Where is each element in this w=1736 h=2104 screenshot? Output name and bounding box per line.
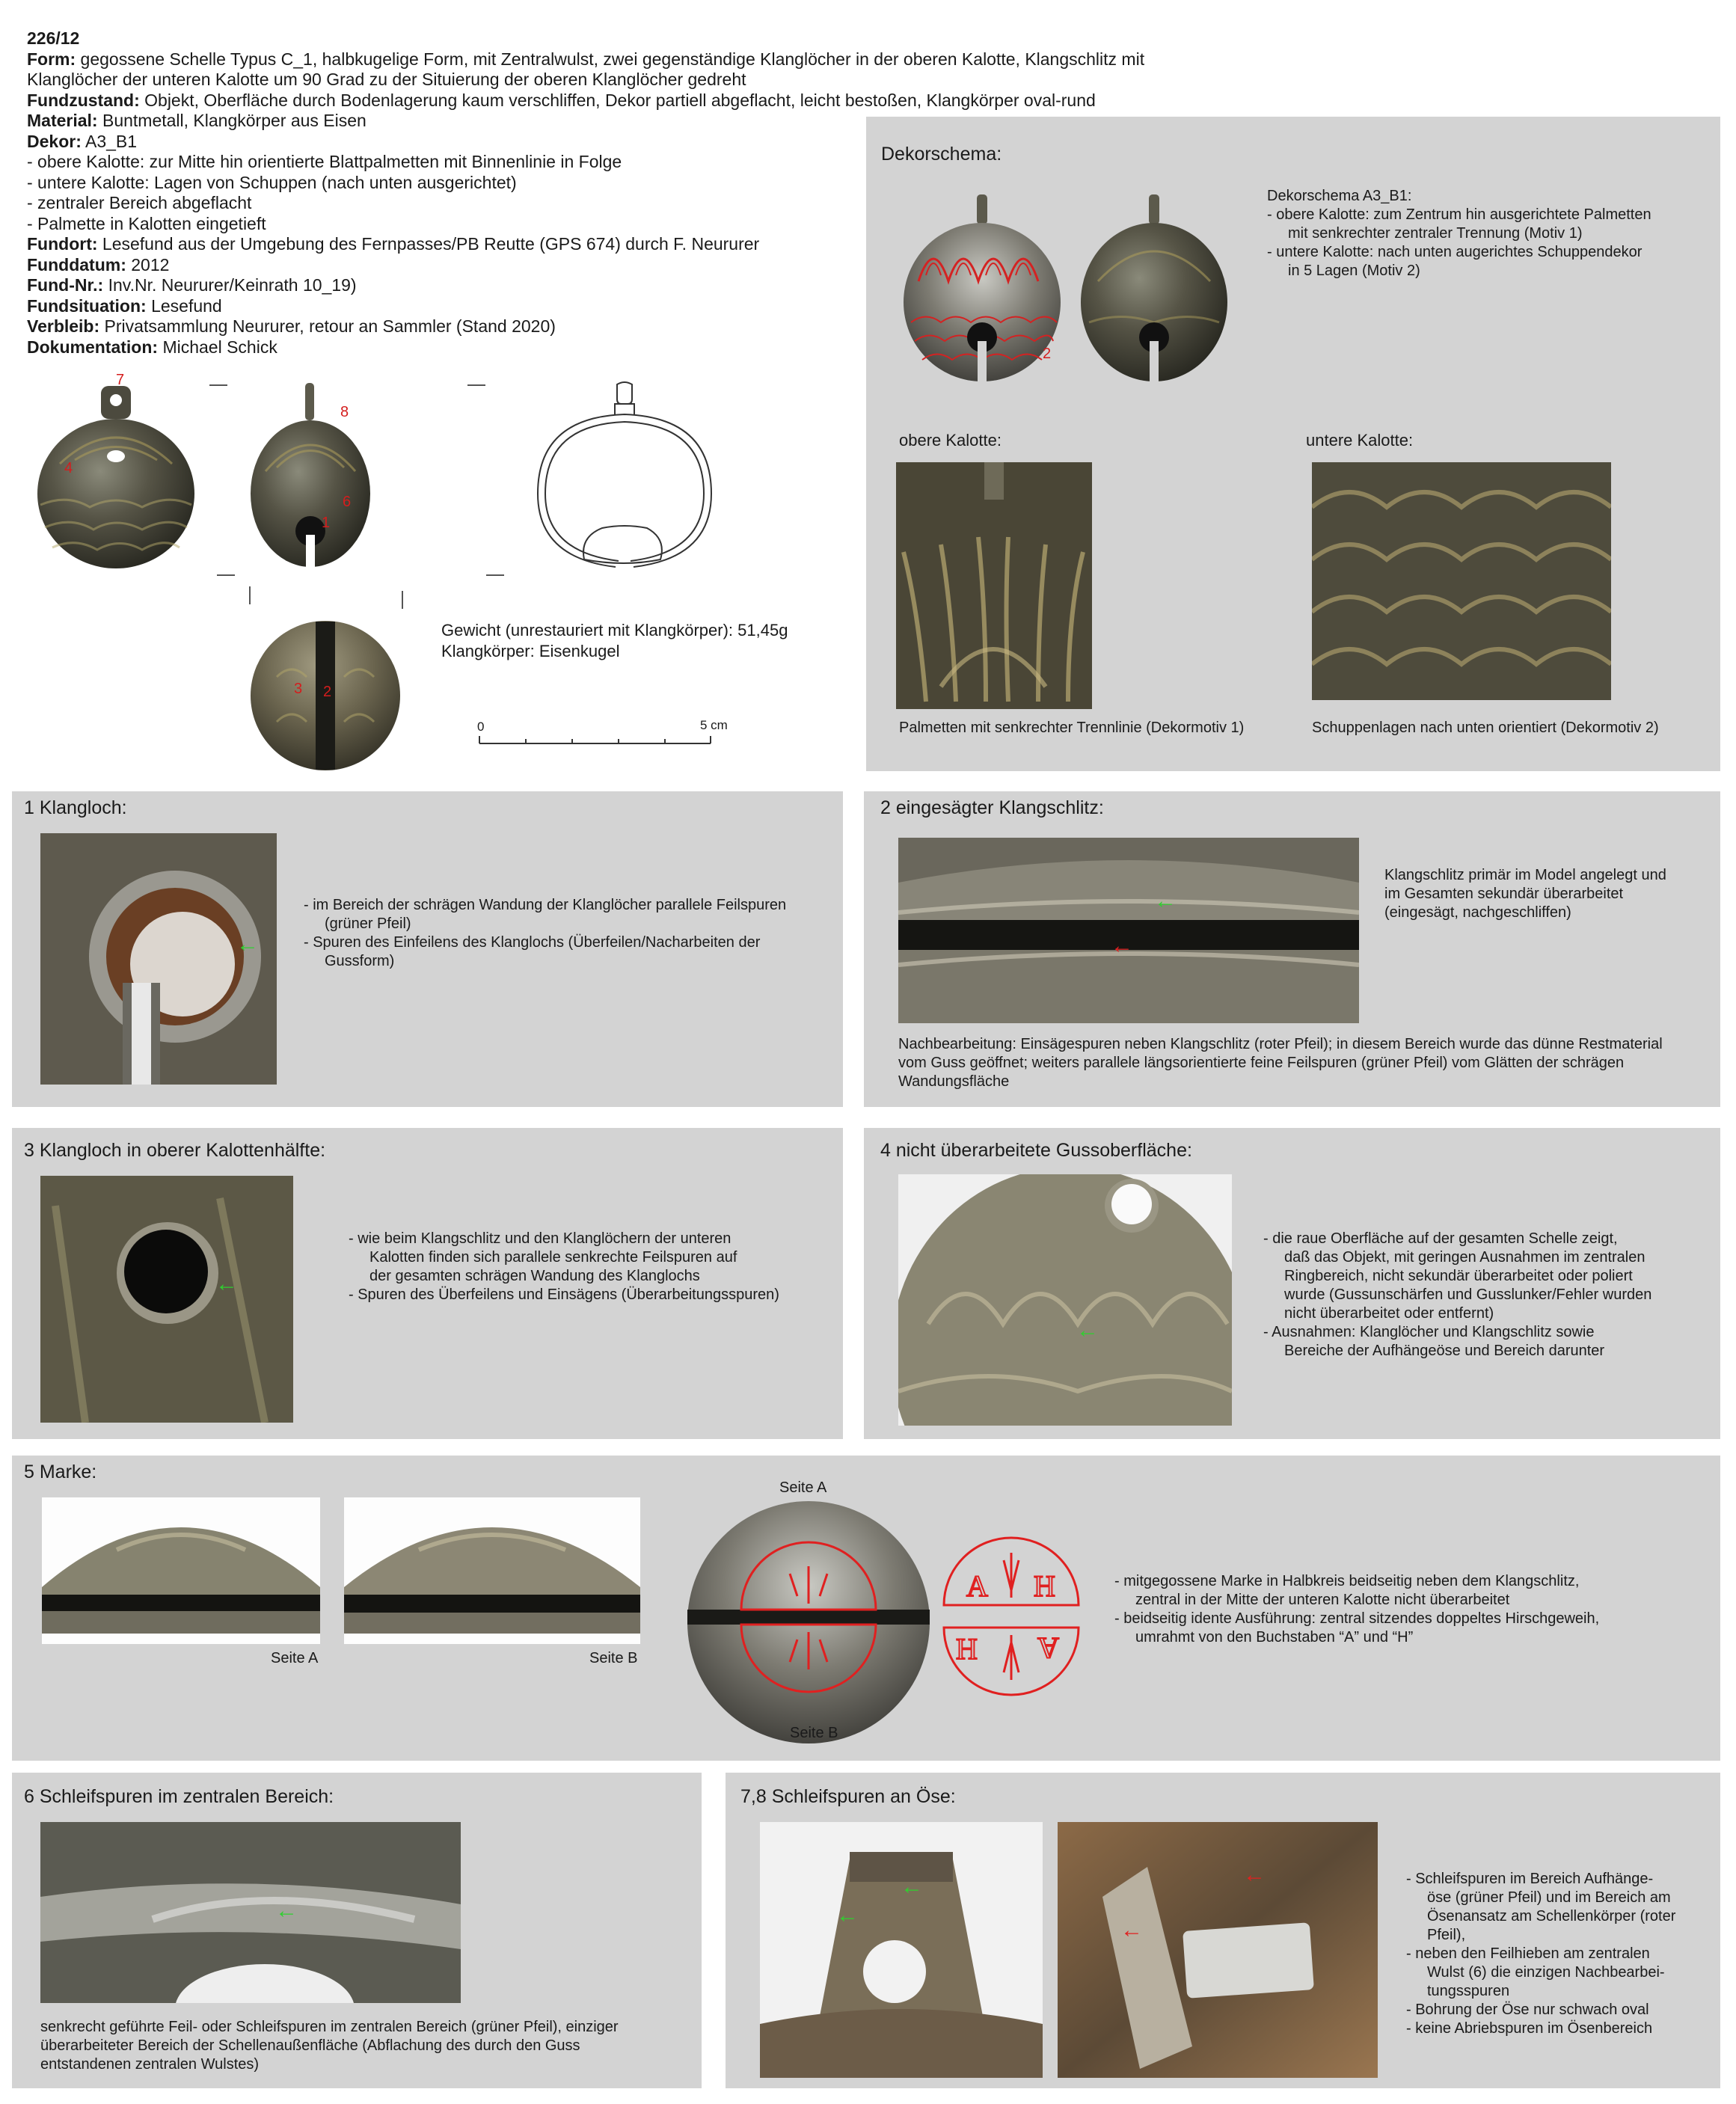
text-line: entstandenen zentralen Wulstes): [40, 2056, 260, 2073]
green-arrow: ←: [275, 1898, 298, 1923]
catalog-id: 226/12: [27, 28, 80, 48]
panel-1-klangloch: [12, 791, 843, 1107]
panel-2-bottom-text: [898, 1035, 1663, 1091]
text-line: - beidseitig idente Ausführung: zentral sitzendes doppeltes Hirschgeweih,: [1114, 1610, 1600, 1627]
header-value: Inv.Nr. Neururer/Keinrath 10_19): [103, 275, 357, 295]
header-value: Objekt, Oberfläche durch Bodenlagerung kaum verschliffen, Dekor partiell abgeflacht, leicht bestoßen, Klangkörper oval-rund: [139, 90, 1096, 110]
panel-2-title: 2 eingesägter Klangschlitz:: [880, 797, 1104, 818]
panel-5-title: 5 Marke:: [24, 1462, 97, 1482]
dash: [209, 384, 227, 386]
header-line: [27, 49, 1194, 70]
text-line: Wandungsfläche: [898, 1073, 1010, 1090]
text-line: Kalotten finden sich parallele senkrechte Feilspuren auf: [369, 1249, 737, 1266]
marker-2: 2: [323, 684, 332, 700]
upper-kalotte-caption: Palmetten mit senkrechter Trennlinie (Dekormotiv 1): [899, 720, 1245, 736]
lower-kalotte-caption: Schuppenlagen nach unten orientiert (Dekormotiv 2): [1312, 720, 1659, 736]
klangloch-photo: [40, 833, 277, 1085]
header-label: Verbleib:: [27, 316, 100, 336]
bell-side-view-photo: [247, 381, 374, 583]
panel-4-title: 4 nicht überarbeitete Gussoberfläche:: [880, 1140, 1192, 1161]
dekorschema-panel: [866, 117, 1720, 771]
bell-mark-overlay-photo: [685, 1499, 932, 1746]
seite-b-caption: Seite B: [589, 1650, 638, 1666]
marke-seite-a-photo: [42, 1497, 320, 1644]
panel-1-title: 1 Klangloch:: [24, 797, 127, 818]
marker-7: 7: [116, 372, 125, 388]
oese-photo: [760, 1822, 1043, 2078]
header-value: - Palmette in Kalotten eingetieft: [27, 213, 266, 233]
mark-letter-h-bottom: H: [956, 1632, 978, 1666]
panel-78-schleifspuren-oese: [726, 1773, 1720, 2088]
panel-2-side-text: [1384, 866, 1666, 922]
text-line: - Schleifspuren im Bereich Aufhänge-: [1406, 1871, 1654, 1887]
schleifspuren-zentral-photo: [40, 1822, 461, 2003]
header-value: Lesefund: [146, 295, 222, 316]
header-value: - zentraler Bereich abgeflacht: [27, 193, 252, 212]
text-line: - untere Kalotte: nach unten augerichtes Schuppendekor: [1267, 244, 1643, 260]
header-value: Buntmetall, Klangkörper aus Eisen: [97, 111, 366, 130]
oesenansatz-photo: [1058, 1822, 1378, 2078]
panel-4-gussoberflaeche: [864, 1128, 1720, 1439]
seite-a-caption: Seite A: [271, 1650, 319, 1666]
scale-bar: [479, 734, 718, 749]
scales-closeup-photo: [1312, 462, 1611, 700]
text-line: Bereiche der Aufhängeöse und Bereich darunter: [1284, 1343, 1605, 1359]
text-line: (grüner Pfeil): [325, 915, 411, 932]
scale-start-label: 0: [477, 720, 485, 734]
marker-1: 1: [322, 515, 331, 531]
text-line: in 5 Lagen (Motiv 2): [1288, 263, 1420, 279]
text-line: umrahmt von den Buchstaben “A” und “H”: [1135, 1629, 1414, 1646]
bell-section-drawing: [527, 381, 722, 583]
panel-6-title: 6 Schleifspuren im zentralen Bereich:: [24, 1786, 334, 1807]
text-line: Wulst (6) die einzigen Nachbearbei-: [1427, 1964, 1665, 1981]
motif-number-2: 2: [1043, 346, 1052, 362]
klangloch-oben-photo: [40, 1176, 293, 1423]
text-line: der gesamten schrägen Wandung des Klanglochs: [369, 1268, 700, 1284]
text-line: vom Guss geöffnet; weiters parallele längsorientierte feine Feilspuren (grüner Pfeil) vom Glätten der schrägen: [898, 1055, 1625, 1071]
text-line: wurde (Gussunschärfen und Gusslunker/Fehler wurden: [1284, 1286, 1652, 1303]
header-label: Fundzustand:: [27, 90, 140, 110]
header-value: A3_B1: [81, 131, 138, 151]
text-line: - obere Kalotte: zum Zentrum hin ausgerichtete Palmetten: [1267, 206, 1651, 223]
header-label: Dokumentation:: [27, 337, 159, 357]
text-line: Gussform): [325, 953, 395, 969]
dash: [486, 574, 504, 576]
text-line: öse (grüner Pfeil) und im Bereich am: [1427, 1889, 1671, 1906]
header-value: Michael Schick: [158, 337, 277, 357]
green-arrow: ←: [1076, 1318, 1099, 1343]
header-value: Lesefund aus der Umgebung des Fernpasses/PB Reutte (GPS 674) durch F. Neururer: [97, 234, 760, 254]
text-line: - im Bereich der schrägen Wandung der Klanglöcher parallele Feilspuren: [304, 897, 787, 913]
text-line: Nachbearbeitung: Einsägespuren neben Klangschlitz (roter Pfeil); in diesem Bereich wurde das dünne Restmaterial: [898, 1036, 1663, 1052]
gussoberflaeche-photo: [898, 1174, 1232, 1426]
body-text: Klangkörper: Eisenkugel: [441, 642, 620, 660]
dekorschema-description: [1267, 187, 1651, 280]
red-arrow: ←: [1120, 1918, 1143, 1942]
dekorschema-title: Dekorschema:: [881, 144, 1002, 165]
object-views: [0, 359, 853, 778]
palmette-closeup-photo: [896, 462, 1092, 709]
text-line: im Gesamten sekundär überarbeitet: [1384, 886, 1624, 902]
red-arrow: ←: [1243, 1862, 1266, 1887]
header-label: Fund-Nr.:: [27, 275, 104, 295]
dash: [467, 384, 485, 386]
header-value: - untere Kalotte: Lagen von Schuppen (nach unten ausgerichtet): [27, 172, 517, 192]
red-arrow: ←: [1111, 933, 1133, 958]
dash: [249, 586, 251, 604]
panel-3-text: [349, 1230, 779, 1304]
header-value: gegossene Schelle Typus C_1, halbkugelige Form, mit Zentralwulst, zwei gegenständige Klanglöcher in der oberen Kalotte, Klangschlitz mit: [76, 49, 1145, 69]
dash: [217, 574, 235, 576]
green-arrow: ←: [901, 1874, 923, 1899]
header-label: Form:: [27, 49, 76, 69]
text-line: nicht überarbeitet oder entfernt): [1284, 1305, 1494, 1322]
marker-6: 6: [343, 494, 352, 510]
green-arrow: ←: [215, 1272, 238, 1296]
text-line: senkrecht geführte Feil- oder Schleifspuren im zentralen Bereich (grüner Pfeil), einziger: [40, 2019, 619, 2035]
text-line: - Ausnahmen: Klanglöcher und Klangschlitz sowie: [1263, 1324, 1595, 1340]
header-label: Dekor:: [27, 131, 82, 151]
text-line: - Spuren des Überfeilens und Einsägens (Überarbeitungsspuren): [349, 1286, 779, 1303]
panel-2-klangschlitz: [864, 791, 1720, 1107]
text-line: Ringbereich, nicht sekundär überarbeitet oder poliert: [1284, 1268, 1633, 1284]
panel-78-title: 7,8 Schleifspuren an Öse:: [740, 1786, 956, 1807]
bell-without-overlay: [1076, 191, 1233, 386]
weight-text: Gewicht (unrestauriert mit Klangkörper): 51,45g: [441, 621, 788, 640]
header-value: - obere Kalotte: zur Mitte hin orientierte Blattpalmetten mit Binnenlinie in Folge: [27, 152, 622, 171]
panel-6-text: [40, 2018, 619, 2074]
marker-4: 4: [64, 460, 73, 476]
dash: [402, 591, 403, 609]
lower-kalotte-label: untere Kalotte:: [1306, 431, 1414, 450]
text-line: - keine Abriebspuren im Ösenbereich: [1406, 2020, 1653, 2037]
header-label: Funddatum:: [27, 254, 126, 274]
header-value: 2012: [126, 254, 170, 274]
text-line: - mitgegossene Marke in Halbkreis beidseitig neben dem Klangschlitz,: [1114, 1573, 1580, 1589]
mark-seite-a-label: Seite A: [779, 1479, 827, 1496]
green-arrow: ←: [236, 932, 259, 957]
text-line: Pfeil),: [1427, 1927, 1466, 1943]
text-line: tungsspuren: [1427, 1983, 1510, 1999]
panel-4-text: [1263, 1230, 1651, 1361]
header-line: [27, 91, 1194, 111]
text-line: - neben den Feilhieben am zentralen: [1406, 1945, 1650, 1962]
mark-letter-h-top: H: [1034, 1569, 1055, 1603]
bell-front-view-photo: [30, 381, 202, 583]
mark-letter-a-top: A: [966, 1569, 988, 1603]
text-line: Ösenansatz am Schellenkörper (roter: [1427, 1908, 1676, 1924]
marke-seite-b-photo: [344, 1497, 640, 1644]
text-line: - wie beim Klangschlitz und den Klanglöchern der unteren: [349, 1230, 731, 1247]
scale-end-label: 5 cm: [700, 718, 728, 732]
panel-6-schleifspuren-zentral: [12, 1773, 702, 2088]
mark-drawing: [936, 1530, 1086, 1710]
panel-3-title: 3 Klangloch in oberer Kalottenhälfte:: [24, 1140, 326, 1161]
klangschlitz-photo: [898, 838, 1359, 1023]
header-value: Privatsammlung Neururer, retour an Sammler (Stand 2020): [99, 316, 556, 336]
panel-3-klangloch-oben: [12, 1128, 843, 1439]
mark-letter-a-bottom: A: [1037, 1631, 1059, 1665]
text-line: (eingesägt, nachgeschliffen): [1384, 904, 1571, 921]
green-arrow: ←: [1154, 889, 1177, 913]
panel-78-text: [1406, 1870, 1675, 2038]
text-line: Dekorschema A3_B1:: [1267, 188, 1412, 204]
panel-5-marke: [12, 1456, 1720, 1761]
header-value: Klanglöcher der unteren Kalotte um 90 Grad zu der Situierung der oberen Klanglöcher gedreht: [27, 70, 746, 89]
text-line: - die raue Oberfläche auf der gesamten Schelle zeigt,: [1263, 1230, 1618, 1247]
text-line: - Bohrung der Öse nur schwach oval: [1406, 2002, 1649, 2018]
text-line: Klangschlitz primär im Model angelegt und: [1384, 867, 1666, 883]
marker-3: 3: [294, 681, 303, 697]
header-label: Fundort:: [27, 234, 98, 254]
header-label: Material:: [27, 111, 98, 130]
marker-8: 8: [340, 404, 349, 420]
text-line: - Spuren des Einfeilens des Klanglochs (Überfeilen/Nacharbeiten der: [304, 934, 761, 951]
text-line: mit senkrechter zentraler Trennung (Motiv 1): [1288, 225, 1583, 242]
green-arrow: ←: [836, 1903, 859, 1927]
text-line: überarbeiteter Bereich der Schellenaußenfläche (Abflachung des durch den Guss: [40, 2037, 580, 2054]
mark-seite-b-label: Seite B: [790, 1725, 838, 1741]
panel-1-text: [304, 896, 786, 971]
header-label: Fundsituation:: [27, 295, 147, 316]
panel-5-text: [1114, 1572, 1599, 1647]
text-line: daß das Objekt, mit geringen Ausnahmen im zentralen: [1284, 1249, 1645, 1266]
text-line: zentral in der Mitte der unteren Kalotte nicht überarbeitet: [1135, 1592, 1510, 1608]
header-line: [27, 70, 1194, 91]
upper-kalotte-label: obere Kalotte:: [899, 431, 1002, 450]
